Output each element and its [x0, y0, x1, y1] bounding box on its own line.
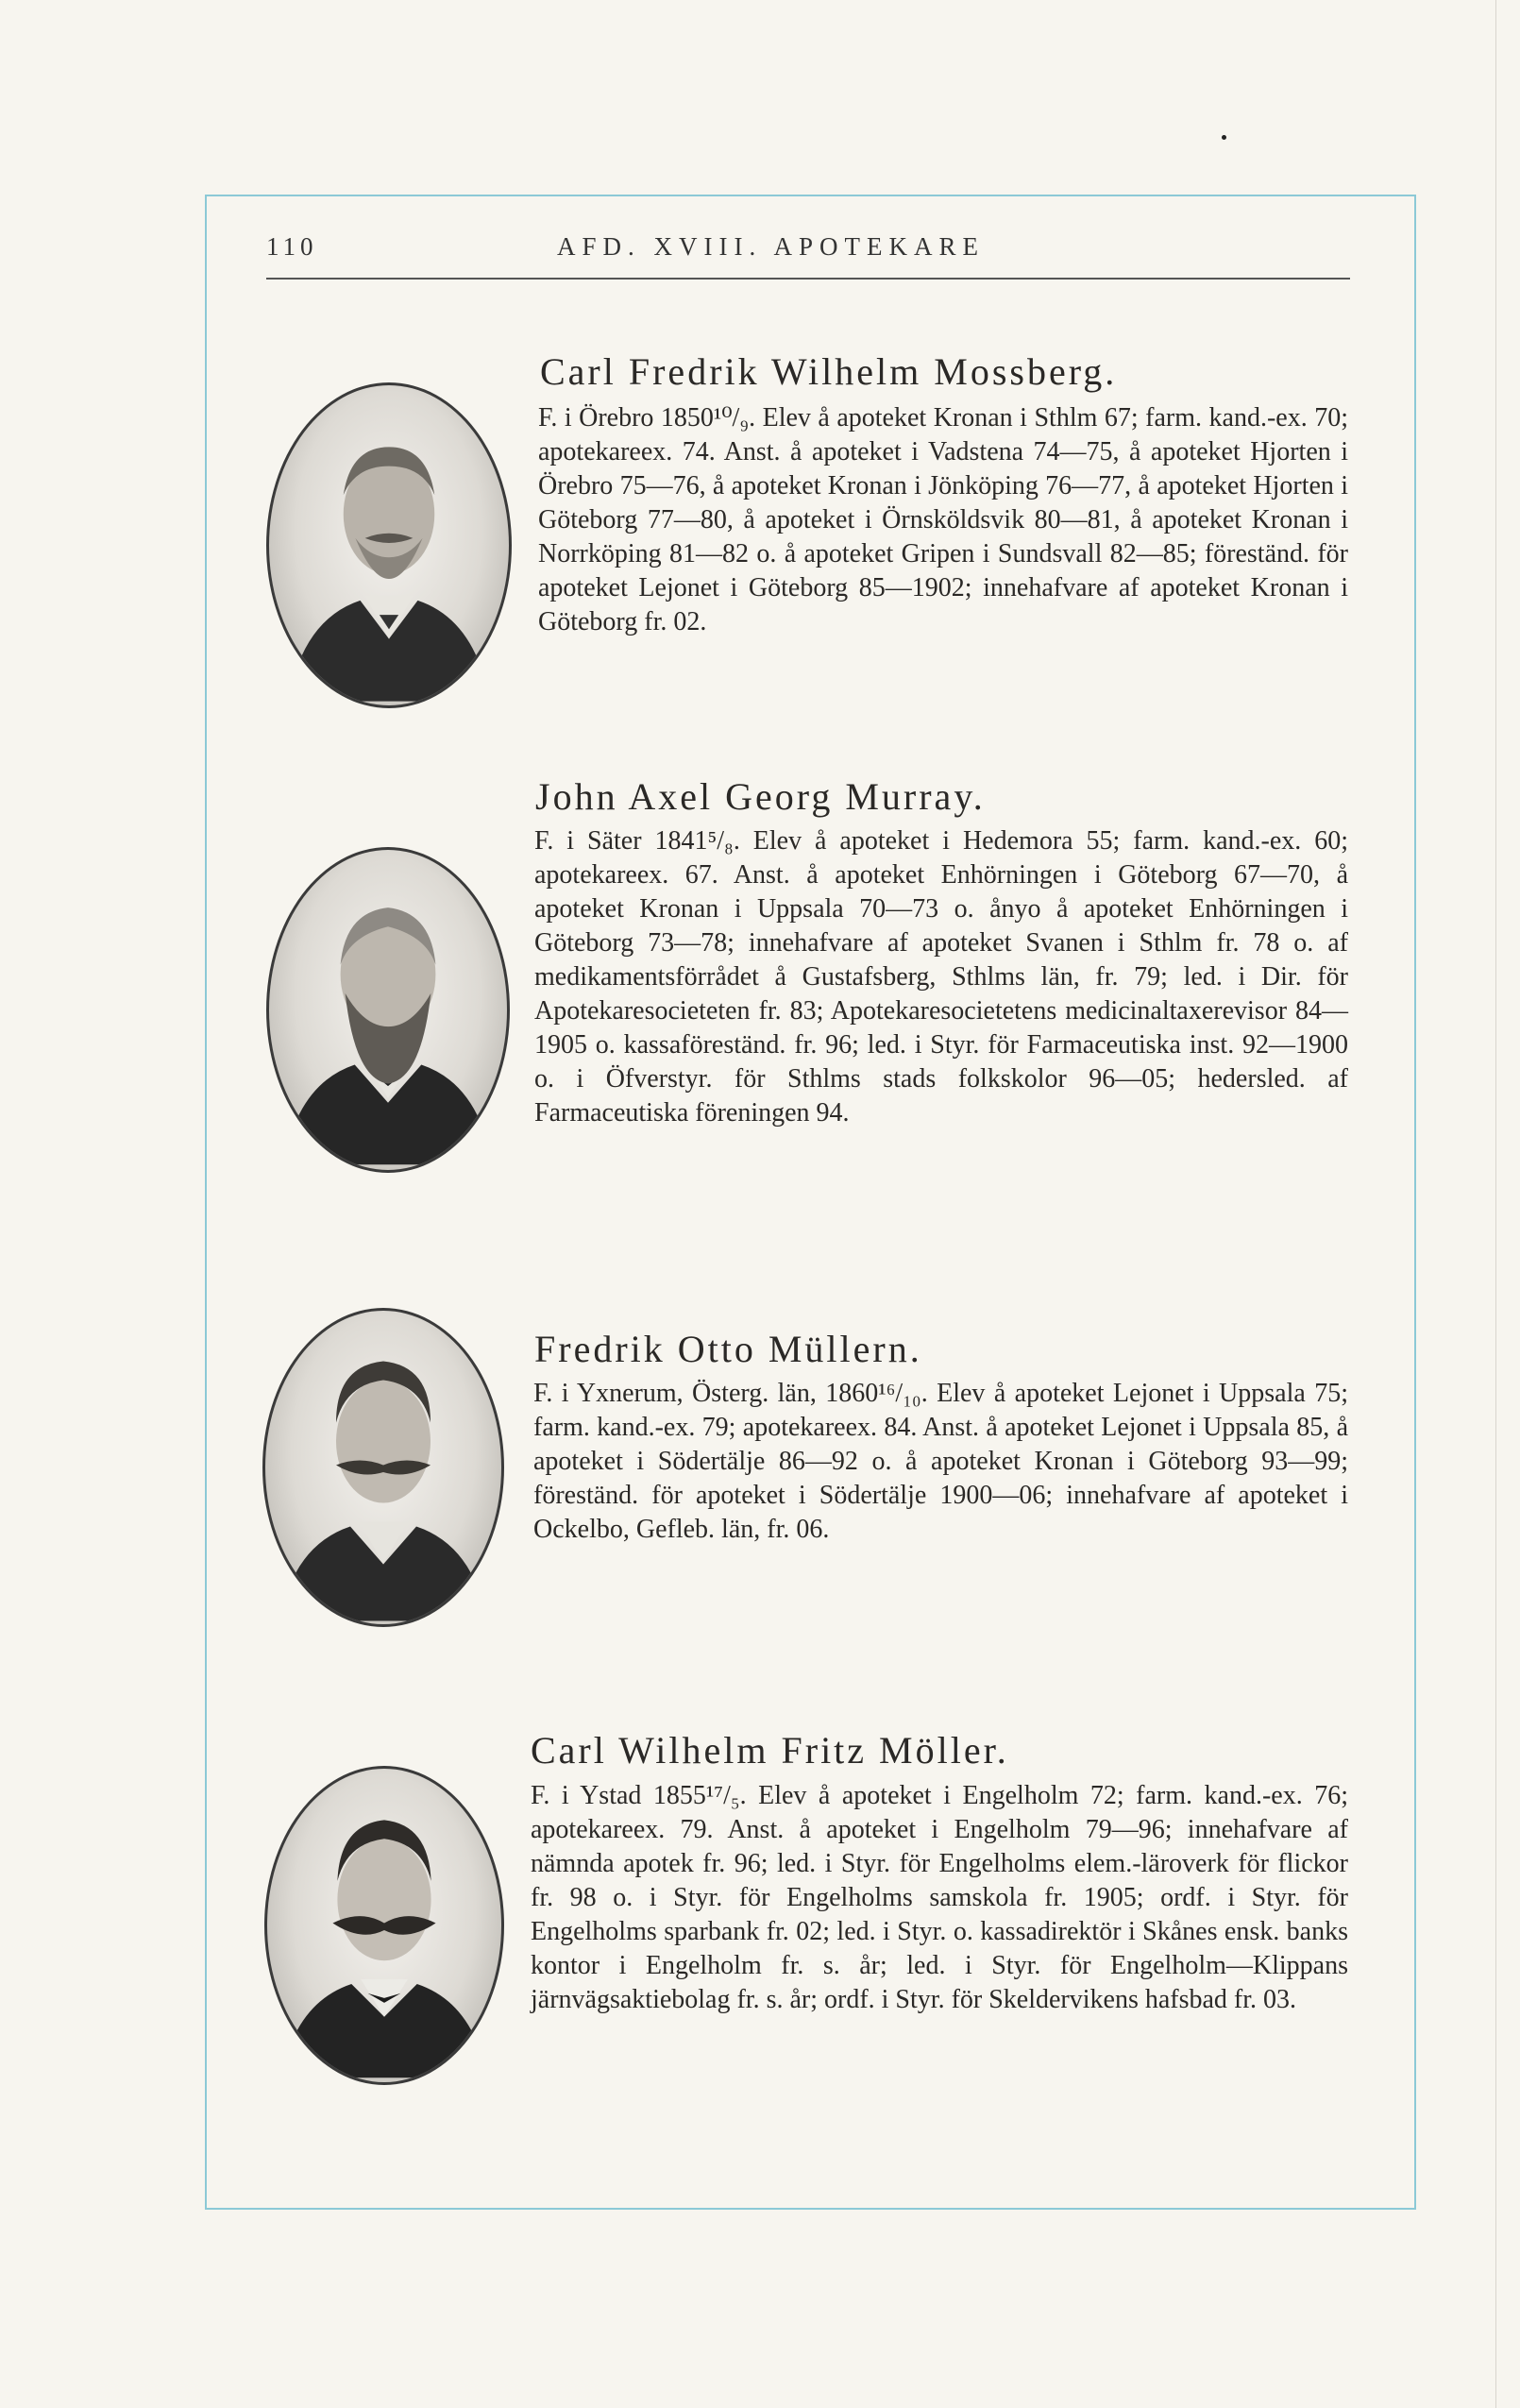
entry-bio: F. i Säter 1841⁵/₈. Elev å apoteket i Hedemora 55; farm. kand.-ex. 60; apotekareex. 67. Anst. å apoteket Enhörningen i Göteborg 67—70, å apoteket Kronan i Uppsala 70—73 o. ånyo å apoteket Enhörningen i Göteborg 73—78; innehafvare af apoteket Svanen i Sthlm fr. 78 o. af medikamentsförrådet å Gustafsberg, Sthlms län, fr. 79; led. i Dir. för Apotekaresocieteten fr. 83; Apotekaresocietetens medicinaltaxerevisor 84—1905 o. kassaföreständ. fr. 96; led. i Styr. för Farmaceutiska inst. 92—1900 o. i Öfverstyr. för Sthlms stads folkskolor 96—05; hedersled. af Farmaceutiska föreningen 94.	[534, 826, 1348, 1128]
portrait-moller-image	[267, 1769, 501, 2082]
entry-name: Fredrik Otto Müllern.	[534, 1328, 922, 1370]
page-number: 110	[266, 232, 318, 261]
entry-bio: F. i Yxnerum, Österg. län, 1860¹⁶/₁₀. Elev å apoteket Lejonet i Uppsala 75; farm. kand.-ex. 79; apotekareex. 84. Anst. å apoteket Lejonet i Uppsala 85, å apoteket i Södertälje 86—92 o. å apoteket Kronan i Göteborg 93—99; föreständ. för apoteket i Södertälje 1900—06; innehafvare af apoteket i Ockelbo, Gefleb. län, fr. 06.	[533, 1379, 1348, 1544]
entry-name: Carl Wilhelm Fritz Möller.	[531, 1729, 1009, 1772]
portrait-mullern	[262, 1308, 504, 1627]
page-header	[266, 232, 1350, 280]
portrait-mossberg	[266, 382, 512, 708]
scan-edge	[1495, 0, 1496, 2408]
entry-bio: F. i Ystad 1855¹⁷/₅. Elev å apoteket i Engelholm 72; farm. kand.-ex. 76; apotekareex. 79. Anst. å apoteket i Engelholm 79—96; innehafvare af nämnda apotek fr. 96; led. i Styr. för Engelholms elem.-läroverk för flickor fr. 98 o. i Styr. för Engelholms samskola fr. 1905; ordf. i Styr. för Engelholms sparbank fr. 02; led. i Styr. o. kassadirektör i Skånes ensk. banks kontor i Engelholm fr. s. år; led. i Styr. för Engelholm—Klippans järnvägsaktiebolag fr. s. år; ordf. i Styr. för Skeldervikens hafsbad fr. 03.	[531, 1781, 1348, 2014]
portrait-murray-image	[269, 850, 507, 1170]
print-speck	[1222, 135, 1226, 140]
entry-bio: F. i Örebro 1850¹⁰/₉. Elev å apoteket Kronan i Sthlm 67; farm. kand.-ex. 70; apotekareex. 74. Anst. å apoteket i Vadstena 74—75, å apoteket Hjorten i Örebro 75—76, å apoteket Kronan i Jönköping 76—77, å apoteket Hjorten i Göteborg 77—80, å apoteket i Örnsköldsvik 80—81, å apoteket Kronan i Norrköping 81—82 o. å apoteket Gripen i Sundsvall 82—85; föreständ. för apoteket Lejonet i Göteborg 85—1902; innehafvare af apoteket Kronan i Göteborg fr. 02.	[538, 403, 1348, 636]
entry-name: John Axel Georg Murray.	[535, 775, 986, 818]
portrait-moller	[264, 1766, 504, 2085]
section-title: AFD. XVIII. APOTEKARE	[557, 232, 985, 261]
portrait-mossberg-image	[269, 385, 509, 705]
entry-name: Carl Fredrik Wilhelm Mossberg.	[540, 350, 1118, 393]
portrait-mullern-image	[265, 1311, 501, 1624]
portrait-murray	[266, 847, 510, 1173]
